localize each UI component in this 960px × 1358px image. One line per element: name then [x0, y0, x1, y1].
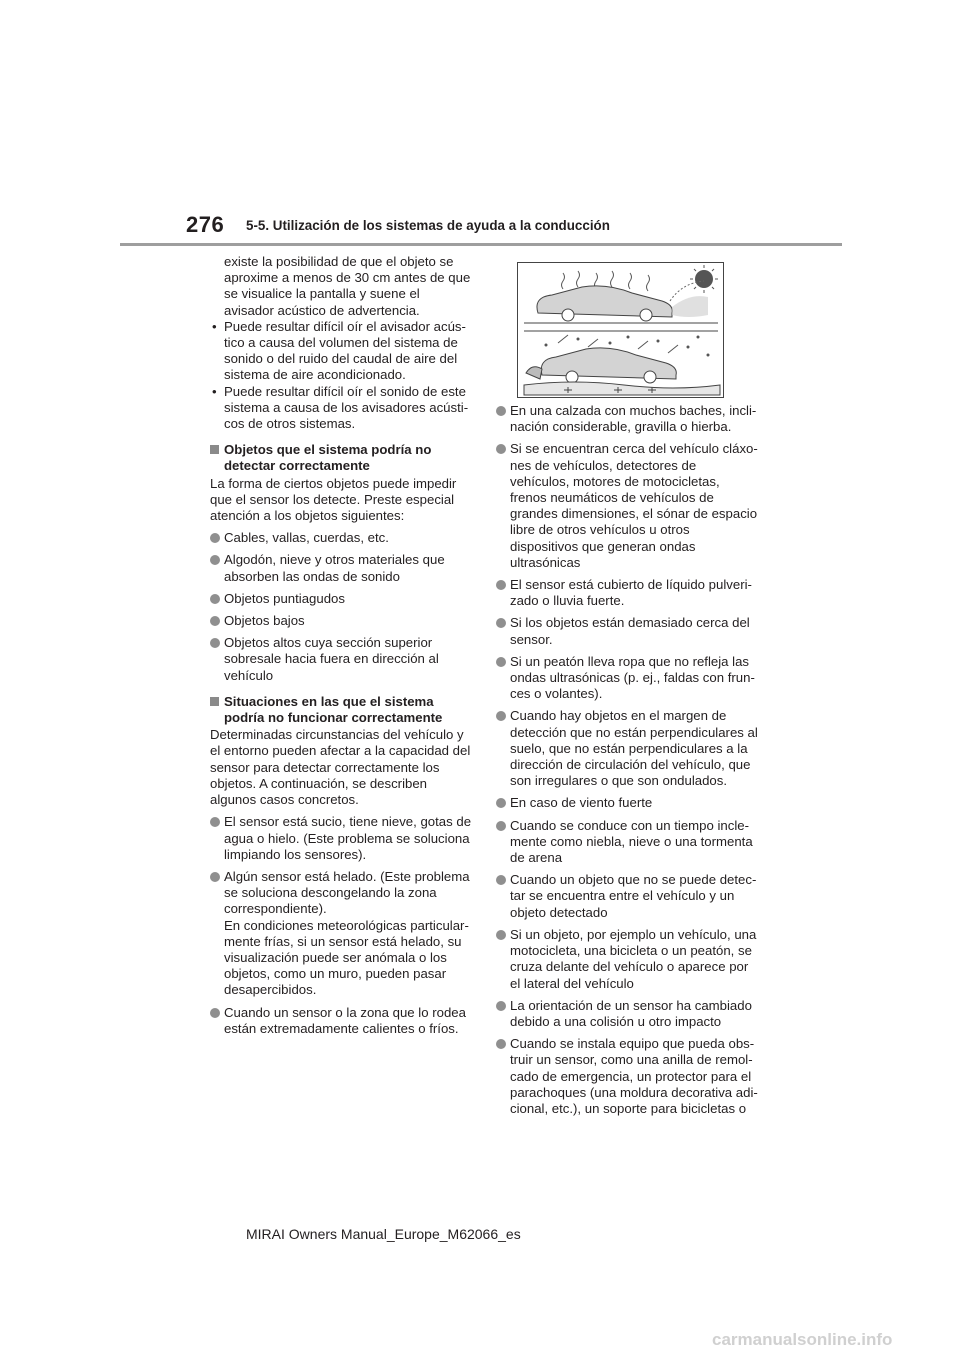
circle-bullet-icon: [496, 875, 506, 885]
list-item: Cuando un objeto que no se puede detectar se encuentra entre el vehículo y un objeto detectado: [496, 872, 758, 921]
circle-bullet-icon: [496, 580, 506, 590]
circle-bullet-icon: [210, 638, 220, 648]
right-column: [496, 403, 758, 1117]
intro-continuation: existe la posibilidad de que el objeto se aproxime a menos de 30 cm antes de que se visualice la pantalla y suene el avisador acústico de advertencia.: [224, 254, 471, 318]
list-item: Algodón, nieve y otros materiales que absorben las ondas de sonido: [210, 552, 472, 584]
circle-bullet-icon: [210, 872, 220, 882]
circle-bullet-icon: [496, 1001, 506, 1011]
section-heading: [210, 694, 472, 726]
list-item: La orientación de un sensor ha cambiado debido a una colisión u otro impacto: [496, 998, 758, 1030]
circle-bullet-icon: [496, 711, 506, 721]
illustration-svg: [518, 263, 723, 397]
square-bullet-icon: [210, 697, 219, 706]
list-item: Cuando se conduce con un tiempo inclemente como niebla, nieve o una tormenta de arena: [496, 818, 758, 867]
dash-item: • Puede resultar difícil oír el avisador acústico a causa del volumen del sistema de sonido o del ruido del caudal de aire del sistema de aire acondicionado.: [210, 319, 472, 384]
heading-text: Objetos que el sistema podría no detectar correctamente: [224, 442, 432, 474]
list-item: Cuando hay objetos en el margen de detección que no están perpendiculares al suelo, que no están perpendiculares a la dirección de circulación del vehículo, que son irregulares o que son ondulados.: [496, 708, 758, 789]
header-divider: [120, 243, 842, 246]
list-item: Objetos bajos: [210, 613, 472, 629]
circle-bullet-icon: [496, 444, 506, 454]
paragraph: La forma de ciertos objetos puede impedir que el sensor los detecte. Preste especial atención a los objetos siguientes:: [210, 475, 457, 524]
left-column: [210, 254, 472, 1037]
list-item: Si los objetos están demasiado cerca del sensor.: [496, 615, 758, 647]
list-item: Si se encuentran cerca del vehículo cláxones de vehículos, detectores de vehículos, motores de motocicletas, frenos neumáticos de vehículos de grandes dimensiones, el sónar de espacio libre de otros vehículos u otros dispositivos que generan ondas ultrasónicas: [496, 441, 758, 571]
list-item: Si un objeto, por ejemplo un vehículo, una motocicleta, una bicicleta o un peatón, se cruza delante del vehículo o aparece por el lateral del vehículo: [496, 927, 758, 992]
square-bullet-icon: [210, 445, 219, 454]
list-item: Cuando un sensor o la zona que lo rodea están extremadamente calientes o fríos.: [210, 1005, 472, 1037]
list-item: Objetos puntiagudos: [210, 591, 472, 607]
circle-bullet-icon: [496, 1039, 506, 1049]
page-header: [0, 0, 960, 250]
circle-bullet-icon: [210, 555, 220, 565]
car-sensor-weather-illustration: [517, 262, 724, 398]
circle-bullet-icon: [496, 798, 506, 808]
list-item: Algún sensor está helado. (Este problema se soluciona descongelando la zona correspondiente). En condiciones meteorológicas particularmente frías, si un sensor está helado, su visualización puede ser anómala o los objetos, como un muro, pueden pasar desapercibidos.: [210, 869, 472, 999]
list-item: Si un peatón lleva ropa que no refleja las ondas ultrasónicas (p. ej., faldas con frunces o volantes).: [496, 654, 758, 703]
circle-bullet-icon: [496, 618, 506, 628]
heading-text: Situaciones en las que el sistema podría no funcionar correctamente: [224, 693, 443, 726]
circle-bullet-icon: [210, 594, 220, 604]
section-title: 5-5. Utilización de los sistemas de ayuda a la conducción: [246, 218, 610, 233]
list-item: Cuando se instala equipo que pueda obstruir un sensor, como una anilla de remolcado de emergencia, un protector para el parachoques (una moldura decorativa adicional, etc.), un soporte para bicicletas o: [496, 1036, 758, 1117]
list-item: El sensor está sucio, tiene nieve, gotas de agua o hielo. (Este problema se soluciona limpiando los sensores).: [210, 814, 472, 863]
list-item: En una calzada con muchos baches, inclinación considerable, gravilla o hierba.: [496, 403, 758, 435]
circle-bullet-icon: [210, 817, 220, 827]
list-item: Objetos altos cuya sección superior sobresale hacia fuera en dirección al vehículo: [210, 635, 472, 684]
page-number: 276: [186, 212, 225, 237]
watermark: carmanualsonline.info: [712, 1330, 893, 1349]
paragraph: Determinadas circunstancias del vehículo y el entorno pueden afectar a la capacidad del sensor para detectar correctamente los objetos. A continuación, se describen algunos casos concretos.: [210, 727, 471, 808]
list-item: El sensor está cubierto de líquido pulverizado o lluvia fuerte.: [496, 577, 758, 609]
circle-bullet-icon: [496, 821, 506, 831]
circle-bullet-icon: [210, 1008, 220, 1018]
list-item: Cables, vallas, cuerdas, etc.: [210, 530, 472, 546]
circle-bullet-icon: [210, 616, 220, 626]
circle-bullet-icon: [496, 406, 506, 416]
circle-bullet-icon: [496, 930, 506, 940]
circle-bullet-icon: [210, 533, 220, 543]
circle-bullet-icon: [496, 657, 506, 667]
section-heading: [210, 442, 472, 474]
list-item: En caso de viento fuerte: [496, 795, 758, 811]
dash-item: • Puede resultar difícil oír el sonido de este sistema a causa de los avisadores acústicos de otros sistemas.: [210, 384, 472, 433]
footer-manual-name: MIRAI Owners Manual_Europe_M62066_es: [246, 1226, 521, 1242]
